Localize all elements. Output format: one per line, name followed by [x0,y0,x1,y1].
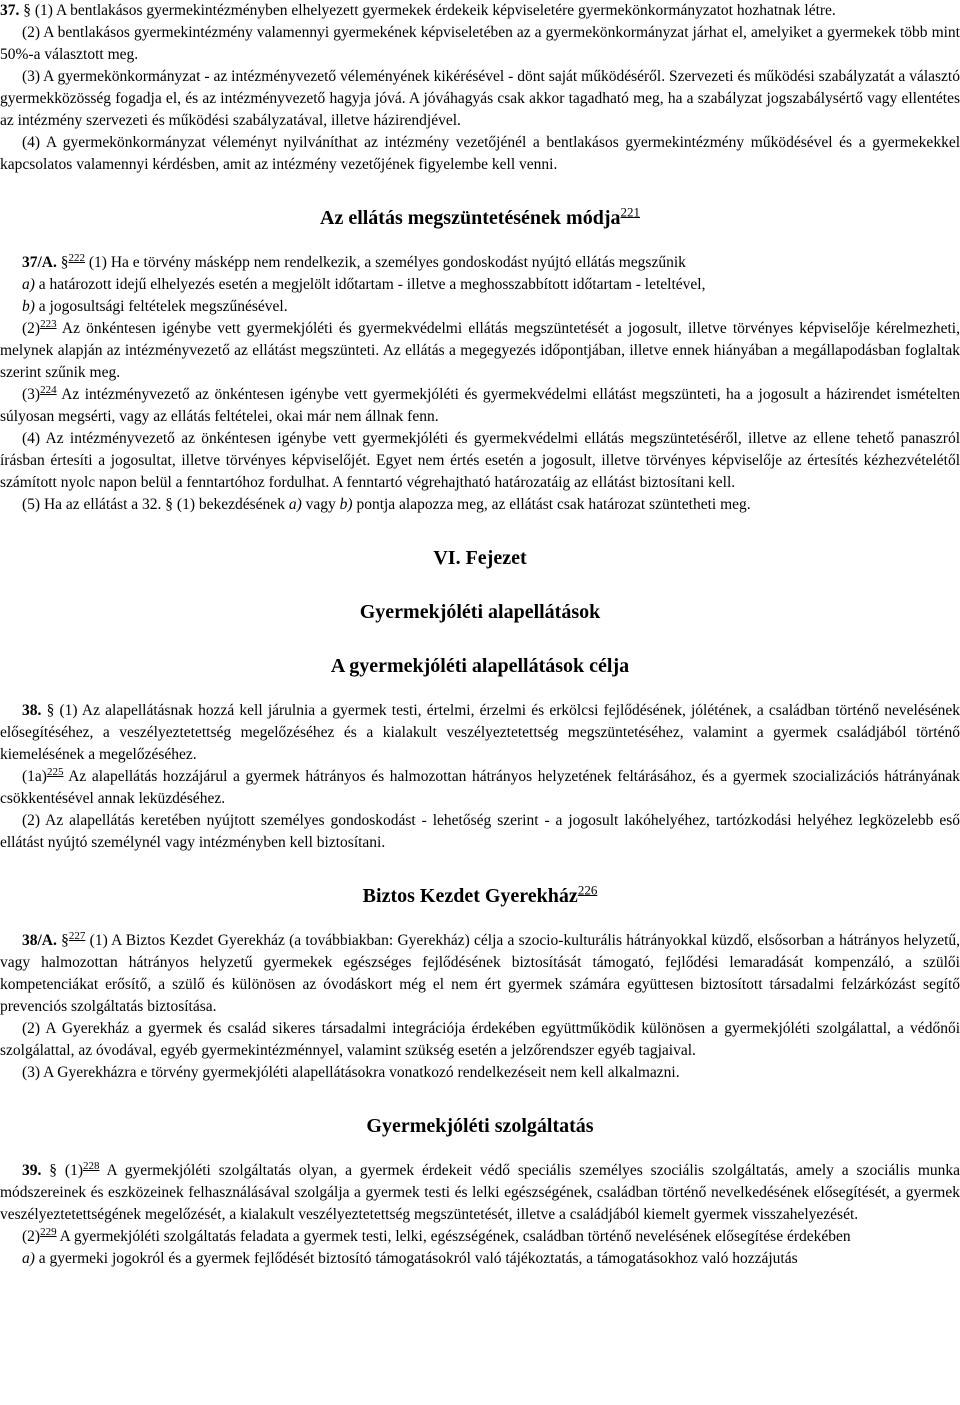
section-37-para-1 [0,0,960,22]
section-number: 37. [0,2,20,19]
paragraph-text: Az intézményvezető az önkéntesen igénybe vett gyermekjóléti és gyermekvédelmi ellátást megszünteti, ha a jogosult a házirendet ismételten súlyosan megsérti, vagy az ellátás feltételei, okai már nem állnak fenn. [0,386,960,425]
section-number: 37/A. [22,254,57,271]
section-number: 38. [22,702,42,719]
point-text: a gyermeki jogokról és a gyermek fejlődését biztosító támogatásokról való tájékoztatás, a támogatásokhoz való hozzájutás [38,1250,798,1267]
section-39-para-2 [0,1226,960,1248]
footnote-ref[interactable]: 222 [68,251,85,264]
point-marker: b) [22,298,35,315]
section-37a-point-a [0,274,960,296]
section-symbol: § [60,254,69,271]
footnote-ref[interactable]: 226 [577,882,598,898]
section-37a-para-1 [0,252,960,274]
footnote-ref[interactable]: 224 [40,383,57,396]
footnote-ref[interactable]: 223 [40,317,57,330]
section-38-para-1 [0,700,960,766]
point-marker: a) [22,1250,35,1267]
section-37a-para-3 [0,384,960,428]
section-39-para-1 [0,1160,960,1226]
footnote-ref[interactable]: 225 [46,765,64,778]
section-38a-para-2: (2) A Gyerekház a gyermek és család sikeres társadalmi integrációja érdekében együttműködik különösen a gyermekjóléti szolgálattal, a védőnői szolgálattal, az óvodával, egyéb gyermekintézménnyel, valamint szükség esetén a jelzőrendszer egyéb tagjaival. [0,1020,960,1059]
paragraph-number: (2) [22,1228,41,1245]
paragraph-text: Az önkéntesen igénybe vett gyermekjóléti és gyermekvédelmi ellátás megszüntetését a jogosult, illetve törvényes képviselője kérelmezheti, melynek alapján az intézményvezető az ellátást megszünteti. Az ellátás a megegyezés időpontjában, illetve ennek hiányában a megállapodásban foglaltak szerint szűnik meg. [0,320,960,381]
section-symbol: § [61,932,69,949]
point-marker: b) [339,496,353,513]
footnote-ref[interactable]: 227 [68,929,86,942]
paragraph-number: (1a) [22,768,47,785]
point-text: a jogosultsági feltételek megszűnésével. [38,298,288,315]
paragraph-text: § (1) Az alapellátásnak hozzá kell járulnia a gyermek testi, értelmi, érzelmi és erkölcsi fejlődésének, jólétének, a családban történő nevelésének elősegítéséhez, a veszélyeztetettség megelőzéséhez és a kialakult veszélyeztetettség megszüntetéséhez, valamint a gyermek családjából történő kiemelésének a megelőzéséhez. [0,702,960,763]
paragraph-text: pontja alapozza meg, az ellátást csak határozat szüntetheti meg. [356,496,751,513]
section-37-para-4: (4) A gyermekönkormányzat véleményt nyilváníthat az intézmény vezetőjénél a bentlakásos gyermekintézmény működésével és a gyermekekkel kapcsolatos valamennyi kérdésben, amit az intézmény vezetőjének figyelembe kell venni. [0,134,960,173]
paragraph-text: (5) Ha az ellátást a 32. § (1) bekezdésének [22,496,285,513]
paragraph-number: § (1) [49,1162,83,1179]
section-38a-para-1 [0,930,960,1018]
point-marker: a) [288,496,302,513]
heading-biztos-kezdet [0,884,960,908]
section-number: 38/A. [22,932,57,949]
heading-szolgaltatas: Gyermekjóléti szolgáltatás [366,1115,594,1137]
chapter-title: VI. Fejezet [433,547,527,569]
paragraph-text: A gyermekjóléti szolgáltatás olyan, a gyermek érdekeit védő speciális személyes szociális szolgáltatás, amely a szociális munka módszereinek és eszközeinek felhasználásával szolgálja a gyermek testi és lelki egészségének, családban történő nevelkedésének elősegítését, a gyermek veszélyeztetettségének megelőzését, a kialakult veszélyeztetettség megszüntetését, illetve a családjából kiemelt gyermek visszahelyezését. [0,1162,960,1223]
section-38-para-1a [0,766,960,810]
footnote-ref[interactable]: 229 [40,1225,57,1238]
section-37a-para-2 [0,318,960,384]
heading-alapellatasok-celja: A gyermekjóléti alapellátások célja [330,655,630,677]
paragraph-text: vagy [305,496,336,513]
paragraph-number: (3) [22,386,41,403]
footnote-ref[interactable]: 221 [620,204,640,220]
section-37-para-2: (2) A bentlakásos gyermekintézmény valamennyi gyermekének képviseletében az a gyermekönkormányzat járhat el, amelyiket a gyermekek több mint 50%-a választott meg. [0,24,960,63]
section-number: 39. [22,1162,42,1179]
point-marker: a) [22,276,35,293]
footnote-ref[interactable]: 228 [82,1159,100,1172]
section-38-para-2: (2) Az alapellátás keretében nyújtott személyes gondoskodást - lehetőség szerint - a jogosult lakóhelyéhez, tartózkodási helyéhez legközelebb eső ellátást nyújtó személynél vagy intézményben kell biztosítani. [0,812,960,851]
heading-megszuntetes [0,206,960,230]
section-39-point-a [0,1248,960,1270]
heading-alapellatasok: Gyermekjóléti alapellátások [359,601,601,623]
section-37a-point-b [0,296,960,318]
heading-text: Biztos Kezdet Gyerekház [362,885,578,907]
heading-text: Az ellátás megszüntetésének módja [320,207,621,229]
paragraph-text: § (1) A bentlakásos gyermekintézményben elhelyezett gyermekek érdekeik képviseletére gyermekönkormányzatot hozhatnak létre. [23,2,836,19]
paragraph-text: (1) A Biztos Kezdet Gyerekház (a továbbiakban: Gyerekház) célja a szocio-kulturális hátrányokkal küzdő, elsősorban a hátrányos helyzetű, vagy halmozottan hátrányos helyzetű gyermekek egészséges fejlődésének biztosítását támogató, fejlődési lemaradását kompenzáló, a szülői kompetenciákat erősítő, a szülő és különösen az óvodáskort még el nem ért gyermek számára együttesen biztosított társadalmi felzárkózást segítő prevenciós szolgáltatás biztosítása. [0,932,960,1015]
section-37a-para-5 [0,494,960,516]
paragraph-text: Az alapellátás hozzájárul a gyermek hátrányos és halmozottan hátrányos helyzetének feltárásához, és a gyermek szocializációs hátrányának csökkentésével annak leküzdéséhez. [0,768,960,807]
section-37a-para-4: (4) Az intézményvezető az önkéntesen igénybe vett gyermekjóléti és gyermekvédelmi ellátás megszüntetéséről, illetve az ellene tehető panaszról írásban értesíti a jogosultat, illetve törvényes képviselőjét. Egyet nem értés esetén a jogosult, illetve törvényes képviselője az értesítés kézhezvételétől számított nyolc napon belül a fenntartóhoz fordulhat. A fenntartó végrehajtható határozatáig az ellátást biztosítani kell. [0,430,960,491]
paragraph-number: (2) [22,320,41,337]
point-text: a határozott idejű elhelyezés esetén a megjelölt időtartam - illetve a meghosszabbított időtartam - leteltével, [38,276,706,293]
paragraph-text: A gyermekjóléti szolgáltatás feladata a gyermek testi, lelki, egészségének, családban történő nevelésének elősegítése érdekében [59,1228,851,1245]
section-38a-para-3: (3) A Gyerekházra e törvény gyermekjóléti alapellátásokra vonatkozó rendelkezéseit nem kell alkalmazni. [22,1064,680,1081]
section-37-para-3: (3) A gyermekönkormányzat - az intézményvezető véleményének kikérésével - dönt saját működéséről. Szervezeti és működési szabályzatát a választó gyermekközösség fogadja el, és az intézményvezető hagyja jóvá. A jóváhagyás csak akkor tagadható meg, ha a szabályzat jogszabálysértő vagy ellentétes az intézmény szervezeti és működési szabályzatával, illetve házirendjével. [0,68,960,129]
paragraph-text: (1) Ha e törvény másképp nem rendelkezik, a személyes gondoskodást nyújtó ellátás megszűnik [88,254,686,271]
